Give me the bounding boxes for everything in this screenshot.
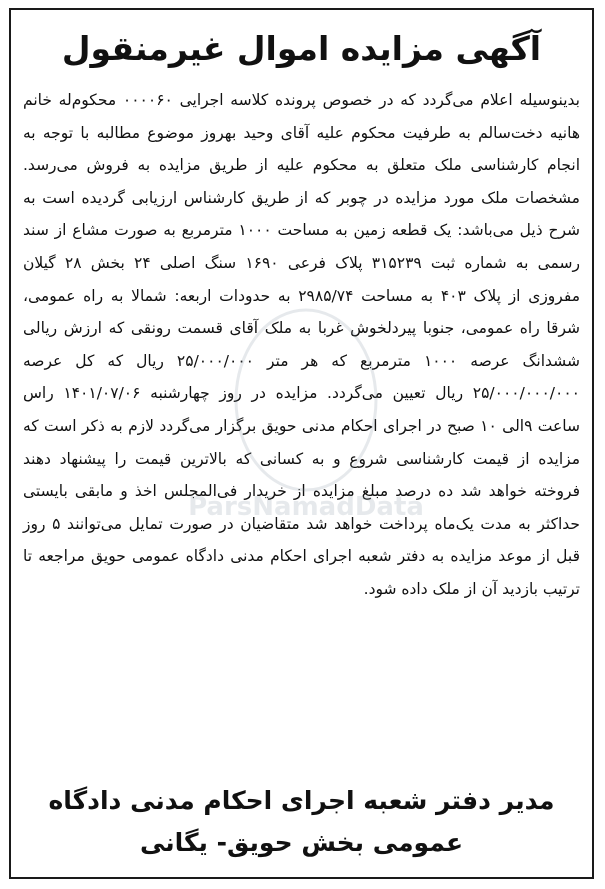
auction-notice (9, 8, 594, 879)
notice-title: آگهی مزایده اموال غیرمنقول (61, 29, 542, 68)
signature-line-2: عمومی بخش حویق- یگانی (139, 828, 464, 857)
notice-body-paragraph: بدینوسیله اعلام می‌گردد که در خصوص پرونده کلاسه اجرایی ۰۰۰۰۶۰ محکوم‌له خانم هانیه دخت‌سالم به طرفیت محکوم علیه آقای وحید بهروز موضوع مطالبه با توجه به انجام کارشناسی ملک متعلق به محکوم علیه از طریق مزایده به فروش می‌رسد. مشخصات ملک مورد مزایده در چوبر که از طریق کارشناس ارزیابی گردیده است به شرح ذیل می‌باشد: یک قطعه زمین به مساحت ۱۰۰۰ مترمربع به صورت مشاع از سند رسمی به شماره ثبت ۳۱۵۲۳۹ پلاک فرعی ۱۶۹۰ سنگ اصلی ۲۴ بخش ۲۸ گیلان مفروزی از پلاک ۴۰۳ به مساحت ۲۹۸۵/۷۴ به حدودات اربعه: شمالا به راه عمومی، شرقا راه عمومی، جنوبا پیردلخوش غربا به ملک آقای قسمت رونقی که ارزش ریالی ششدانگ عرصه ۱۰۰۰ مترمربع که هر متر ۲۵/۰۰۰/۰۰۰ ریال که کل عرصه ۲۵/۰۰۰/۰۰۰/۰۰۰ ریال تعیین می‌گردد. مزایده در روز چهارشنبه ۱۴۰۱/۰۷/۰۶ راس ساعت ۹الی ۱۰ صبح در اجرای احکام مدنی حویق برگزار می‌گردد لازم به ذکر است که مزایده از قیمت کارشناسی شروع و به کسانی که بالاترین قیمت را پیشنهاد دهند فروخته خواهد شد ده درصد مبلغ مزایده از خریدار فی‌المجلس اخذ و مابقی بایستی حداکثر به مدت یک‌ماه پرداخت خواهد شد متقاضیان در صورت تمایل می‌توانند ۵ روز قبل از موعد مزایده به دفتر شعبه اجرای احکام مدنی دادگاه عمومی حویق مراجعه تا ترتیب بازدید آن از ملک داده شود. (23, 91, 580, 598)
notice-signature (11, 780, 592, 864)
signature-line-1: مدیر دفتر شعبه اجرای احکام مدنی دادگاه (48, 786, 555, 815)
notice-body (23, 84, 580, 606)
watermark-text: ParsNamadData (188, 492, 424, 522)
